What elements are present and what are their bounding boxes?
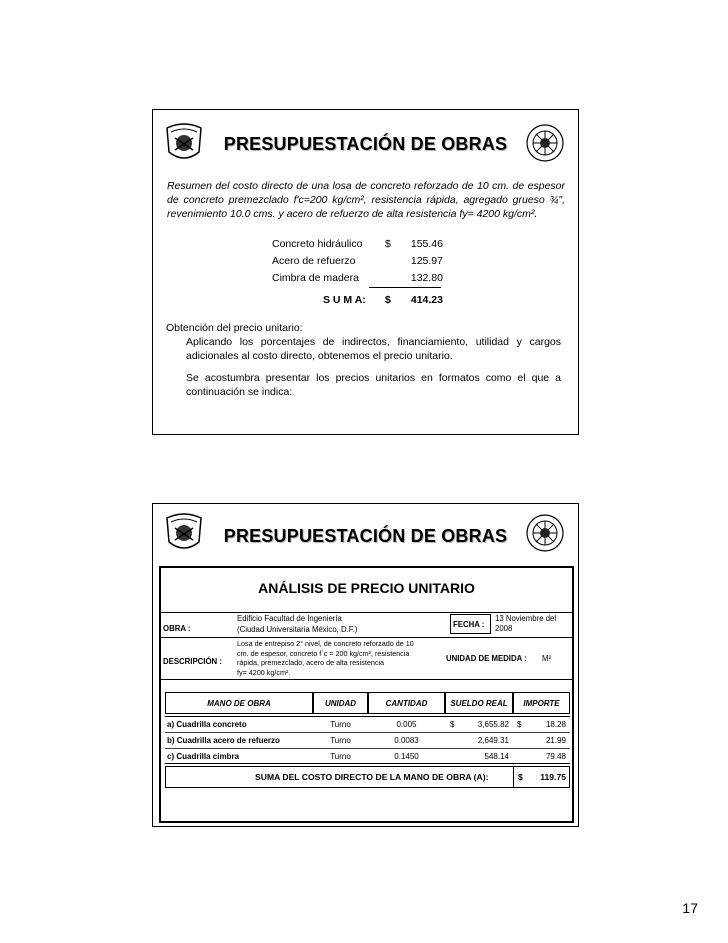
row-salary-currency: $ xyxy=(450,720,455,729)
header-labor: MANO DE OBRA xyxy=(207,699,271,708)
cost-label: Cimbra de madera xyxy=(272,272,359,284)
analysis-title: ANÁLISIS DE PRECIO UNITARIO xyxy=(258,580,475,596)
description-line: cm. de espesor, concreto f´c = 200 kg/cm², resistencia xyxy=(237,648,410,658)
divider xyxy=(161,637,572,638)
row-salary: 548.14 xyxy=(484,752,509,761)
slide-title: PRESUPUESTACIÓN DE OBRAS xyxy=(223,526,508,546)
row-name: a) Cuadrilla concreto xyxy=(167,720,247,729)
row-unit: Turno xyxy=(330,736,351,745)
unit-price-analysis-box xyxy=(159,566,574,823)
sum-value: 119.75 xyxy=(540,772,566,782)
row-unit: Turno xyxy=(330,752,351,761)
obra-label: OBRA : xyxy=(163,624,191,633)
sum-currency: $ xyxy=(518,772,523,782)
divider xyxy=(161,612,572,613)
sum-label: SUMA DEL COSTO DIRECTO DE LA MANO DE OBRA (A): xyxy=(255,772,489,782)
divider xyxy=(161,679,572,680)
row-amount: 18.28 xyxy=(545,720,566,729)
cost-currency: $ xyxy=(385,238,391,250)
obra-value-1: Edificio Facultad de Ingeniería xyxy=(237,614,342,623)
sum-row xyxy=(153,294,578,308)
cost-row xyxy=(153,272,578,286)
row-salary: 3,655.82 xyxy=(477,720,509,729)
engineering-faculty-logo xyxy=(524,122,566,164)
description-line: Losa de entrepiso 2° nivel, de concreto reforzado de 10 xyxy=(237,639,414,648)
unit-price-heading: Obtención del precio unitario: xyxy=(166,322,303,334)
cost-amount: 155.46 xyxy=(410,238,443,250)
row-amount-currency: $ xyxy=(517,720,522,729)
sum-divider xyxy=(369,287,441,288)
row-quantity: 0.005 xyxy=(396,720,417,729)
fecha-value-2: 2008 xyxy=(495,624,513,633)
cost-label: Acero de refuerzo xyxy=(272,255,356,267)
engineering-faculty-logo xyxy=(524,512,566,554)
cost-row xyxy=(153,255,578,269)
page-number: 17 xyxy=(682,900,698,916)
header-amount: IMPORTE xyxy=(523,699,560,708)
row-name: c) Cuadrilla cimbra xyxy=(167,752,240,761)
slide-presupuestacion-2 xyxy=(152,503,579,827)
fecha-value-1: 13 Noviembre del xyxy=(495,614,557,623)
description-line: fy= 4200 kg/cm². xyxy=(237,667,291,677)
header-quantity: CANTIDAD xyxy=(385,699,428,708)
slide-title: PRESUPUESTACIÓN DE OBRAS xyxy=(223,134,508,154)
sum-amount: 414.23 xyxy=(410,294,443,306)
header-unit: UNIDAD xyxy=(324,699,357,708)
description-line: rápida, premezclado, acero de alta resistencia xyxy=(237,658,385,667)
row-salary: 2,649.31 xyxy=(477,736,509,745)
unit-price-text: Aplicando los porcentajes de indirectos, financiamiento, utilidad y cargos adicionales al costo directo, obtenemos el precio unitario. xyxy=(186,336,561,362)
row-divider xyxy=(165,748,570,749)
row-amount: 79.48 xyxy=(545,752,566,761)
row-divider xyxy=(165,732,570,733)
sum-label: S U M A: xyxy=(323,294,366,306)
row-name: b) Cuadrilla acero de refuerzo xyxy=(167,736,280,745)
row-quantity: 0.0083 xyxy=(394,736,419,745)
cost-amount: 125.97 xyxy=(410,255,443,267)
header-salary: SUELDO REAL xyxy=(450,699,508,708)
format-text: Se acostumbra presentar los precios unitarios en formatos como el que a continuación se indica: xyxy=(186,372,561,398)
row-unit: Turno xyxy=(330,720,351,729)
obra-value-2: (Ciudad Universitaria México, D.F.) xyxy=(237,625,358,634)
sum-currency: $ xyxy=(385,294,391,306)
cost-row xyxy=(153,238,578,252)
row-amount: 21.99 xyxy=(545,736,566,745)
row-quantity: 0.1450 xyxy=(394,752,419,761)
fecha-label: FECHA : xyxy=(453,620,485,629)
summary-text: Resumen del costo directo de una losa de concreto reforzado de 10 cm. de espesor de concreto premezclado f'c=200 kg/cm², resistencia rápida, agregado grueso ¾", revenimiento 10.0 cms. y acero de refuerzo de alta resistencia fy= 4200 kg/cm². xyxy=(167,180,565,220)
unit-of-measure-value: M² xyxy=(542,654,552,663)
unit-of-measure-label: UNIDAD DE MEDIDA : xyxy=(446,654,527,663)
description-label: DESCRIPCIÓN : xyxy=(163,657,222,666)
cost-amount: 132.80 xyxy=(410,272,443,284)
cost-label: Concreto hidráulico xyxy=(272,238,363,250)
slide-presupuestacion-1 xyxy=(152,109,579,435)
